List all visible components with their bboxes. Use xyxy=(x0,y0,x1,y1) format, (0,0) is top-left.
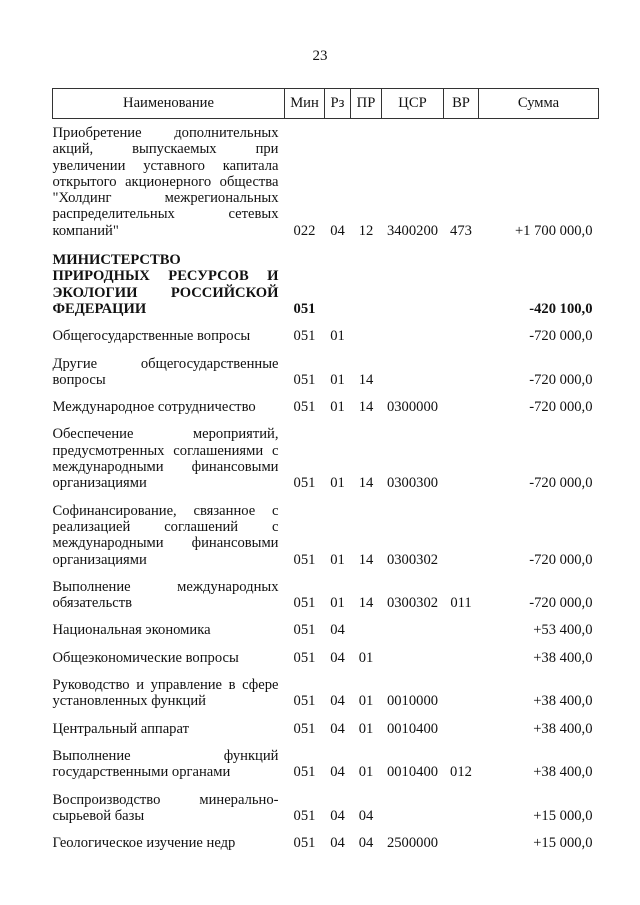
row-min: 051 xyxy=(293,328,316,345)
row-csr: 0010400 xyxy=(386,764,439,781)
row-pr: 04 xyxy=(358,835,374,852)
row-pr xyxy=(351,616,382,643)
row-sum: -720 000,0 xyxy=(529,595,593,612)
row-rz: 04 xyxy=(330,764,345,781)
row-vr xyxy=(444,829,479,856)
row-csr: 0300000 xyxy=(386,399,439,416)
table-row xyxy=(53,671,599,715)
table-row xyxy=(53,119,599,245)
row-pr: 01 xyxy=(358,649,374,666)
row-min: 051 xyxy=(293,399,316,416)
row-csr xyxy=(382,786,444,830)
row-rz: 04 xyxy=(330,807,345,824)
row-min: 051 xyxy=(293,693,316,710)
row-name: Международное сотрудничество xyxy=(52,399,256,416)
row-pr: 12 xyxy=(358,222,374,239)
budget-table xyxy=(52,88,599,856)
row-sum: +15 000,0 xyxy=(533,807,593,824)
row-sum: +38 400,0 xyxy=(533,764,593,781)
header-csr: ЦСР xyxy=(382,89,444,119)
table-row xyxy=(53,742,599,786)
row-min: 051 xyxy=(293,475,316,492)
row-rz: 04 xyxy=(330,720,345,737)
row-csr xyxy=(382,616,444,643)
row-csr: 0010400 xyxy=(386,720,439,737)
row-vr xyxy=(444,322,479,349)
table-row xyxy=(53,644,599,671)
row-sum: +38 400,0 xyxy=(533,693,593,710)
header-name: Наименование xyxy=(53,89,285,119)
row-vr: 473 xyxy=(450,222,472,239)
row-min: 051 xyxy=(293,807,316,824)
row-sum: -720 000,0 xyxy=(529,371,593,388)
row-name: Выполнение международных обязательств xyxy=(52,578,279,612)
row-pr: 01 xyxy=(358,764,374,781)
row-sum: +1 700 000,0 xyxy=(514,222,593,239)
row-pr: 01 xyxy=(358,720,374,737)
row-sum: +15 000,0 xyxy=(533,835,593,852)
header-sum: Сумма xyxy=(479,89,599,119)
row-pr: 04 xyxy=(358,807,374,824)
header-vr: ВР xyxy=(444,89,479,119)
row-vr xyxy=(444,786,479,830)
table-row xyxy=(53,616,599,643)
table-row xyxy=(53,322,599,349)
row-sum: -420 100,0 xyxy=(529,300,593,317)
table-row xyxy=(53,573,599,617)
row-csr: 0300302 xyxy=(386,595,439,612)
row-pr: 14 xyxy=(358,551,374,568)
table-row xyxy=(53,829,599,856)
row-name: Обеспечение мероприятий, предусмотренных соглашениями с международными финансовыми организациями xyxy=(52,426,279,492)
row-pr: 14 xyxy=(358,399,374,416)
row-csr xyxy=(382,644,444,671)
row-name: Выполнение функций государственными органами xyxy=(52,747,279,781)
row-pr: 14 xyxy=(358,595,374,612)
row-rz: 04 xyxy=(330,222,345,239)
row-min: 051 xyxy=(293,764,316,781)
table-row xyxy=(53,420,599,496)
row-csr xyxy=(382,350,444,394)
row-rz: 01 xyxy=(330,328,345,345)
table-row xyxy=(53,497,599,573)
table-row xyxy=(53,393,599,420)
row-vr: 012 xyxy=(450,764,472,781)
row-name: Национальная экономика xyxy=(52,622,211,639)
table-row xyxy=(53,715,599,742)
header-min: Мин xyxy=(285,89,325,119)
row-vr xyxy=(444,244,479,322)
row-sum: +53 400,0 xyxy=(533,622,593,639)
header-rz: Рз xyxy=(325,89,351,119)
row-csr: 0300302 xyxy=(386,551,439,568)
row-rz: 04 xyxy=(330,649,345,666)
table-row xyxy=(53,350,599,394)
row-rz: 01 xyxy=(330,551,345,568)
page-number: 23 xyxy=(312,48,328,64)
row-name: Воспроизводство минерально-сырьевой базы xyxy=(52,791,279,824)
row-csr xyxy=(382,244,444,322)
row-vr xyxy=(444,671,479,715)
row-min: 051 xyxy=(293,595,316,612)
table-header xyxy=(53,89,599,119)
row-pr: 01 xyxy=(358,693,374,710)
row-vr xyxy=(444,420,479,496)
row-vr xyxy=(444,350,479,394)
row-vr: 011 xyxy=(450,595,472,612)
row-min: 051 xyxy=(293,300,316,317)
table-row xyxy=(53,786,599,830)
row-vr xyxy=(444,715,479,742)
row-min: 051 xyxy=(293,622,316,639)
row-vr xyxy=(444,393,479,420)
row-rz: 01 xyxy=(330,475,345,492)
row-sum: +38 400,0 xyxy=(533,649,593,666)
row-rz: 01 xyxy=(330,595,345,612)
row-name: Геологическое изучение недр xyxy=(52,835,236,852)
row-pr xyxy=(351,322,382,349)
row-sum: -720 000,0 xyxy=(529,328,593,345)
row-min: 051 xyxy=(293,835,316,852)
row-min: 051 xyxy=(293,551,316,568)
row-sum: -720 000,0 xyxy=(529,551,593,568)
row-name: Приобретение дополнительных акций, выпускаемых при увеличении уставного капитала открытого акционерного общества "Холдинг межрегиональных распределительных сетевых компаний" xyxy=(52,125,279,239)
row-min: 022 xyxy=(293,222,316,239)
table-row xyxy=(53,244,599,322)
row-vr xyxy=(444,497,479,573)
row-csr: 0300300 xyxy=(386,475,439,492)
header-pr: ПР xyxy=(351,89,382,119)
row-rz: 01 xyxy=(330,371,345,388)
row-vr xyxy=(444,616,479,643)
row-name: Общегосударственные вопросы xyxy=(52,328,251,345)
row-name: Другие общегосударственные вопросы xyxy=(52,355,279,388)
row-rz: 04 xyxy=(330,622,345,639)
row-min: 051 xyxy=(293,371,316,388)
row-rz: 04 xyxy=(330,835,345,852)
row-sum: -720 000,0 xyxy=(529,399,593,416)
row-rz: 04 xyxy=(330,693,345,710)
row-pr: 14 xyxy=(358,475,374,492)
row-vr xyxy=(444,644,479,671)
row-sum: +38 400,0 xyxy=(533,720,593,737)
row-csr: 0010000 xyxy=(386,693,439,710)
row-pr: 14 xyxy=(358,371,374,388)
row-min: 051 xyxy=(293,720,316,737)
row-name: Руководство и управление в сфере установленных функций xyxy=(52,677,279,710)
row-name: Центральный аппарат xyxy=(52,720,189,737)
row-csr: 2500000 xyxy=(386,835,439,852)
row-csr xyxy=(382,322,444,349)
row-name: Общеэкономические вопросы xyxy=(52,649,239,666)
row-name: Софинансирование, связанное с реализацией соглашений с международными финансовыми организациями xyxy=(52,502,279,568)
row-sum: -720 000,0 xyxy=(529,475,593,492)
row-rz: 01 xyxy=(330,399,345,416)
row-name: МИНИСТЕРСТВО ПРИРОДНЫХ РЕСУРСОВ И ЭКОЛОГИИ РОССИЙСКОЙ ФЕДЕРАЦИИ xyxy=(52,252,279,317)
row-min: 051 xyxy=(293,649,316,666)
row-csr: 3400200 xyxy=(386,222,439,239)
row-rz xyxy=(325,244,351,322)
row-pr xyxy=(351,244,382,322)
